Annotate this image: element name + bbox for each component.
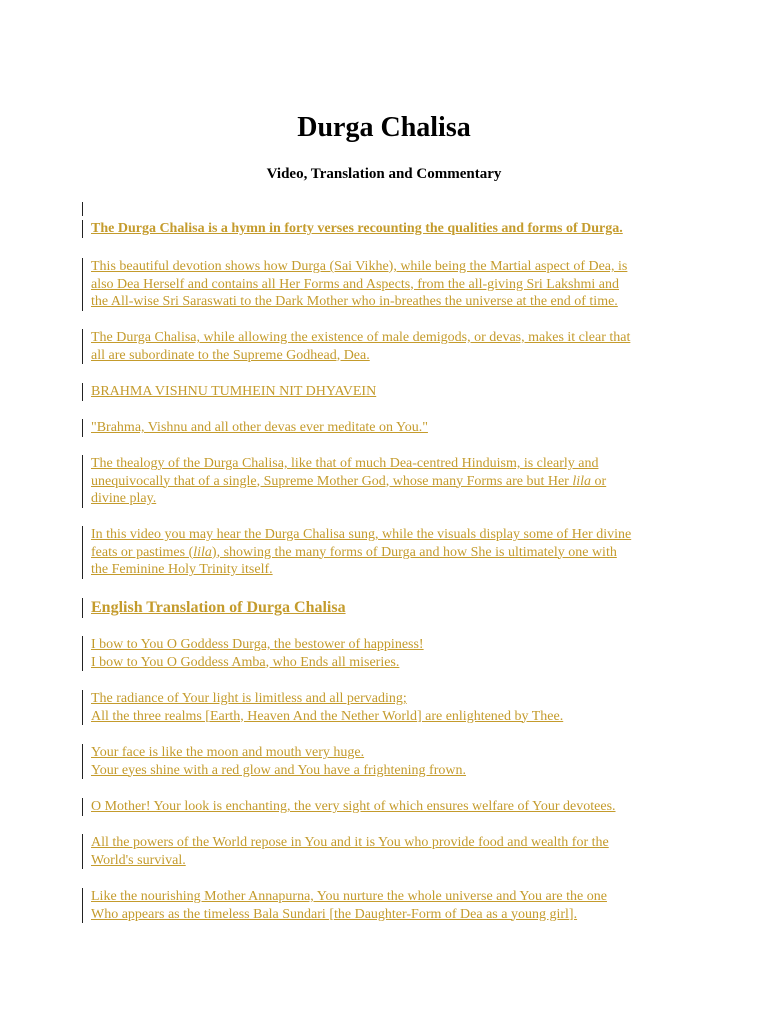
paragraph-line[interactable]: I bow to You O Goddess Amba, who Ends all miseries.: [91, 654, 400, 670]
paragraph-line[interactable]: O Mother! Your look is enchanting, the very sight of which ensures welfare of Your devotees.: [91, 799, 616, 814]
translation-paragraph-3[interactable]: [82, 744, 691, 779]
paragraph-line[interactable]: feats or pastimes (lila), showing the many forms of Durga and how She is ultimately one with: [91, 544, 617, 560]
paragraph-line[interactable]: Your eyes shine with a red glow and You have a frightening frown.: [91, 762, 466, 778]
paragraph-line[interactable]: The radiance of Your light is limitless and all pervading;: [91, 691, 407, 706]
page-title: Durga Chalisa: [297, 112, 471, 143]
verse-paragraph[interactable]: [82, 383, 691, 401]
paragraph-line[interactable]: "Brahma, Vishnu and all other devas ever meditate on You.": [91, 420, 428, 435]
paragraph-line[interactable]: divine play.: [91, 491, 157, 506]
section-heading[interactable]: [82, 598, 691, 618]
paragraph-line[interactable]: In this video you may hear the Durga Chalisa sung, while the visuals display some of Her divine: [91, 527, 632, 542]
verse-translation-paragraph[interactable]: [82, 419, 691, 437]
paragraph-line[interactable]: World's survival.: [91, 852, 186, 868]
paragraph-line[interactable]: All the three realms [Earth, Heaven And the Nether World] are enlightened by Thee.: [91, 708, 564, 724]
paragraph-line[interactable]: BRAHMA VISHNU TUMHEIN NIT DHYAVEIN: [91, 384, 377, 399]
translation-paragraph-2[interactable]: [82, 690, 691, 725]
margin-bar: [82, 202, 83, 216]
translation-paragraph-5[interactable]: [82, 834, 691, 869]
paragraph-line[interactable]: This beautiful devotion shows how Durga (Sai Vikhe), while being the Martial aspect of Dea, is: [91, 259, 628, 274]
translation-paragraph-6[interactable]: [82, 888, 691, 923]
translation-paragraph-4[interactable]: [82, 798, 691, 816]
paragraph-line[interactable]: The Durga Chalisa, while allowing the existence of male demigods, or devas, makes it clear that: [91, 330, 631, 345]
intro-paragraph[interactable]: [82, 220, 691, 238]
paragraph-line[interactable]: All the powers of the World repose in You and it is You who provide food and wealth for the: [91, 835, 609, 850]
page-subtitle: Video, Translation and Commentary: [266, 166, 502, 182]
demigods-paragraph[interactable]: [82, 329, 691, 364]
paragraph-line[interactable]: Who appears as the timeless Bala Sundari [the Daughter-Form of Dea as a young girl].: [91, 906, 578, 922]
thealogy-paragraph[interactable]: [82, 455, 691, 508]
paragraph-line[interactable]: English Translation of Durga Chalisa: [91, 599, 346, 616]
paragraph-line[interactable]: unequivocally that of a single, Supreme Mother God, whose many Forms are but Her lila or: [91, 473, 607, 489]
paragraph-line[interactable]: The Durga Chalisa is a hymn in forty verses recounting the qualities and forms of Durga.: [91, 221, 623, 236]
paragraph-line[interactable]: the All-wise Sri Saraswati to the Dark Mother who in-breathes the universe at the end of time.: [91, 294, 618, 309]
paragraph-line[interactable]: also Dea Herself and contains all Her Forms and Aspects, from the all-giving Sri Lakshmi and: [91, 276, 619, 292]
paragraph-line[interactable]: I bow to You O Goddess Durga, the bestower of happiness!: [91, 637, 424, 652]
translation-paragraph-1[interactable]: [82, 636, 691, 671]
video-paragraph[interactable]: [82, 526, 691, 579]
devotion-paragraph[interactable]: [82, 258, 691, 311]
paragraph-line[interactable]: The thealogy of the Durga Chalisa, like that of much Dea-centred Hinduism, is clearly and: [91, 456, 599, 471]
paragraph-line[interactable]: all are subordinate to the Supreme Godhead, Dea.: [91, 347, 370, 363]
paragraph-line[interactable]: the Feminine Holy Trinity itself.: [91, 562, 273, 577]
paragraph-line[interactable]: Your face is like the moon and mouth very huge.: [91, 745, 365, 760]
paragraph-line[interactable]: Like the nourishing Mother Annapurna, You nurture the whole universe and You are the one: [91, 889, 607, 904]
